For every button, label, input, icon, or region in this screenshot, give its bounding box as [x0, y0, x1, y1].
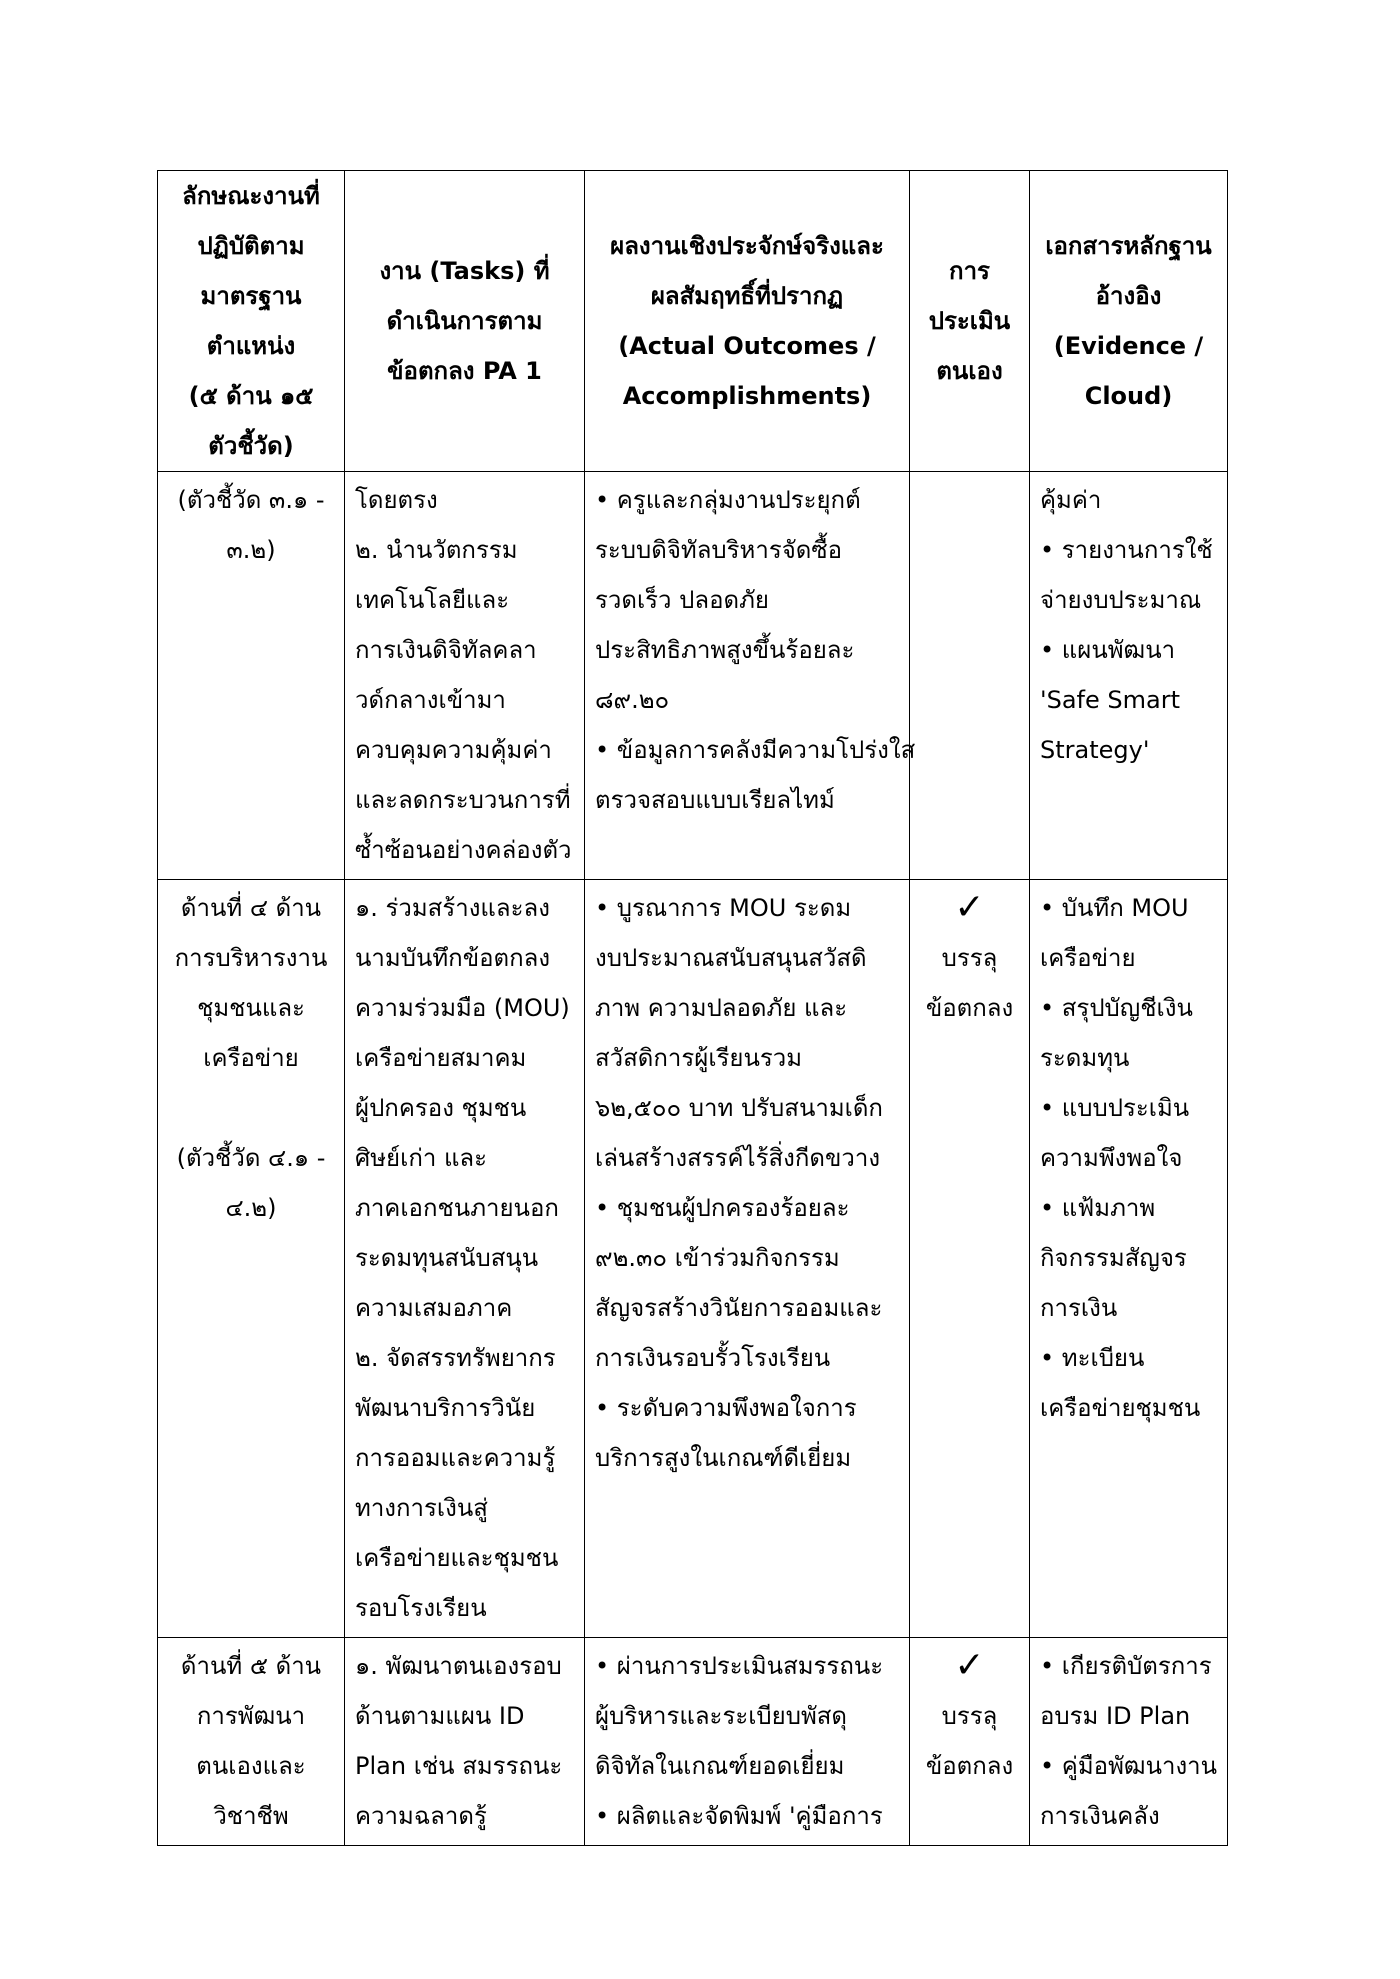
tasks-cell — [345, 1638, 585, 1846]
cell-text: วด์กลางเข้ามา — [355, 686, 506, 714]
cell-text: เล่นสร้างสรรค์ไร้สิ่งกีดขวาง — [595, 1144, 881, 1172]
header-text: ผลสัมฤทธิ์ที่ปรากฏ — [650, 282, 844, 310]
evidence-cell — [1030, 1638, 1228, 1846]
cell-text: เครือข่ายสมาคม — [355, 1044, 527, 1072]
header-text: เอกสารหลักฐาน — [1045, 232, 1212, 260]
cell-text: 'Safe Smart — [1040, 686, 1180, 714]
tasks-cell — [345, 472, 585, 880]
cell-text: ข้อตกลง — [925, 994, 1014, 1022]
cell-text: ๑. ร่วมสร้างและลง — [355, 894, 550, 922]
cell-text: • เกียรติบัตรการ — [1040, 1652, 1212, 1680]
table-row — [158, 880, 1228, 1638]
header-text: ตนเอง — [936, 357, 1003, 385]
cell-text: จ่ายงบประมาณ — [1040, 586, 1202, 614]
header-standard — [158, 171, 345, 472]
outcomes-cell — [585, 472, 916, 880]
header-text: ประเมิน — [928, 307, 1011, 335]
pa-table — [157, 170, 1228, 1846]
checkmark-icon: ✓ — [954, 887, 985, 928]
cell-text: • แบบประเมิน — [1040, 1094, 1190, 1122]
header-evidence — [1030, 171, 1228, 472]
cell-text: ด้านที่ ๕ ด้าน — [180, 1652, 322, 1680]
cell-text: การเงิน — [1040, 1294, 1118, 1322]
cell-text: • แผนพัฒนา — [1040, 636, 1176, 664]
cell-text: ด้านตามแผน ID — [355, 1702, 525, 1730]
cell-text: ๘๙.๒๐ — [595, 686, 670, 714]
header-text: ผลงานเชิงประจักษ์จริงและ — [610, 232, 884, 260]
cell-text: ภาพ ความปลอดภัย และ — [595, 994, 848, 1022]
cell-text: รวดเร็ว ปลอดภัย — [595, 586, 769, 614]
header-text: อ้างอิง — [1095, 282, 1162, 310]
cell-text: • คู่มือพัฒนางาน — [1040, 1752, 1218, 1780]
header-text: ดำเนินการตาม — [386, 307, 543, 335]
cell-text: ๖๒,๕๐๐ บาท ปรับสนามเด็ก — [595, 1094, 883, 1122]
standard-cell — [158, 472, 345, 880]
table-row — [158, 1638, 1228, 1846]
cell-text: • ข้อมูลการคลังมีความโปร่งใส — [595, 736, 916, 764]
cell-text: ๒. จัดสรรทรัพยากร — [355, 1344, 556, 1372]
cell-text: เครือข่าย — [203, 1044, 299, 1072]
header-text: การ — [949, 257, 990, 285]
checkmark-icon: ✓ — [954, 1645, 985, 1686]
cell-text: บริการสูงในเกณฑ์ดีเยี่ยม — [595, 1444, 852, 1472]
self-assessment-cell — [910, 472, 1030, 880]
outcomes-cell — [585, 1638, 910, 1846]
header-tasks — [345, 171, 585, 472]
cell-text: Plan เช่น สมรรถนะ — [355, 1752, 563, 1780]
header-self-assessment — [910, 171, 1030, 472]
cell-text: เทคโนโลยีและ — [355, 586, 510, 614]
header-text: (Actual Outcomes / — [618, 332, 876, 360]
self-assessment-cell — [910, 1638, 1030, 1846]
cell-text: • ผลิตและจัดพิมพ์ 'คู่มือการ — [595, 1802, 883, 1830]
standard-cell — [158, 1638, 345, 1846]
cell-text: ศิษย์เก่า และ — [355, 1144, 488, 1172]
cell-text: • ชุมชนผู้ปกครองร้อยละ — [595, 1194, 850, 1222]
cell-text: • แฟ้มภาพ — [1040, 1194, 1156, 1222]
header-text: ลักษณะงานที่ — [182, 182, 320, 210]
cell-text: ความพึงพอใจ — [1040, 1144, 1183, 1172]
header-text: ข้อตกลง PA 1 — [387, 357, 542, 385]
cell-text: การออมและความรู้ — [355, 1444, 556, 1472]
cell-text: ๔.๒) — [225, 1194, 277, 1222]
header-outcomes — [585, 171, 910, 472]
cell-text: นามบันทึกข้อตกลง — [355, 944, 551, 972]
header-text: ปฏิบัติตาม — [197, 232, 305, 260]
cell-text: • ระดับความพึงพอใจการ — [595, 1394, 857, 1422]
cell-text: การเงินรอบรั้วโรงเรียน — [595, 1344, 831, 1372]
cell-text: พัฒนาบริการวินัย — [355, 1394, 536, 1422]
header-text: Accomplishments) — [622, 382, 872, 410]
cell-text: การบริหารงาน — [174, 944, 328, 972]
cell-text: คุ้มค่า — [1040, 486, 1102, 514]
cell-text: ตรวจสอบแบบเรียลไทม์ — [595, 786, 835, 814]
cell-text: ความเสมอภาค — [355, 1294, 513, 1322]
header-text: งาน (Tasks) ที่ — [379, 257, 550, 285]
cell-text: ๒. นำนวัตกรรม — [355, 536, 518, 564]
header-text: (๕ ด้าน ๑๕ — [188, 382, 314, 410]
cell-text: การพัฒนา — [196, 1702, 306, 1730]
cell-text: การเงินดิจิทัลคลา — [355, 636, 537, 664]
cell-text: โดยตรง — [355, 486, 438, 514]
tasks-cell — [345, 880, 585, 1638]
header-text: (Evidence / — [1053, 332, 1204, 360]
cell-text: ความฉลาดรู้ — [355, 1802, 487, 1830]
cell-text: • บันทึก MOU — [1040, 894, 1189, 922]
cell-text: ๑. พัฒนาตนเองรอบ — [355, 1652, 562, 1680]
cell-text: ๙๒.๓๐ เข้าร่วมกิจกรรม — [595, 1244, 840, 1272]
header-row — [158, 171, 1228, 472]
cell-text: ข้อตกลง — [925, 1752, 1014, 1780]
cell-text: กิจกรรมสัญจร — [1040, 1244, 1187, 1272]
cell-text: (ตัวชี้วัด ๔.๑ - — [176, 1144, 326, 1172]
standard-cell — [158, 880, 345, 1638]
cell-text: ตนเองและ — [196, 1752, 306, 1780]
table-row — [158, 472, 1228, 880]
cell-text: • รายงานการใช้ — [1040, 536, 1213, 564]
cell-text: ระดมทุน — [1040, 1044, 1130, 1072]
header-text: ตัวชี้วัด) — [208, 432, 294, 460]
cell-text: ระดมทุนสนับสนุน — [355, 1244, 539, 1272]
cell-text: • ผ่านการประเมินสมรรถนะ — [595, 1652, 884, 1680]
cell-text: ๓.๒) — [226, 536, 276, 564]
cell-text: การเงินคลัง — [1040, 1802, 1160, 1830]
self-assessment-cell — [910, 880, 1030, 1638]
evidence-cell — [1030, 472, 1228, 880]
cell-text: สัญจรสร้างวินัยการออมและ — [595, 1294, 883, 1322]
cell-text: สวัสดิการผู้เรียนรวม — [595, 1044, 803, 1072]
cell-text: วิชาชีพ — [213, 1802, 289, 1830]
cell-text: (ตัวชี้วัด ๓.๑ - — [177, 486, 325, 514]
cell-text: • บูรณาการ MOU ระดม — [595, 894, 852, 922]
cell-text: ภาคเอกชนภายนอก — [355, 1194, 559, 1222]
cell-text: Strategy' — [1040, 736, 1150, 764]
cell-text: ความร่วมมือ (MOU) — [355, 994, 570, 1022]
header-text: ตำแหน่ง — [206, 332, 296, 360]
cell-text: ชุมชนและ — [197, 994, 305, 1022]
cell-text: เครือข่ายชุมชน — [1040, 1394, 1201, 1422]
cell-text: ระบบดิจิทัลบริหารจัดซื้อ — [595, 536, 843, 564]
cell-text: ประสิทธิภาพสูงขึ้นร้อยละ — [595, 636, 855, 664]
cell-text: ควบคุมความคุ้มค่า — [355, 736, 552, 764]
cell-text: • ทะเบียน — [1040, 1344, 1145, 1372]
cell-text: บรรลุ — [941, 1702, 998, 1730]
cell-text: เครือข่าย — [1040, 944, 1136, 972]
cell-text: รอบโรงเรียน — [355, 1594, 487, 1622]
cell-text: บรรลุ — [941, 944, 998, 972]
cell-text: • ครูและกลุ่มงานประยุกต์ — [595, 486, 861, 514]
cell-text: งบประมาณสนับสนุนสวัสดิ — [595, 944, 867, 972]
cell-text: อบรม ID Plan — [1040, 1702, 1191, 1730]
cell-text: ด้านที่ ๔ ด้าน — [180, 894, 322, 922]
cell-text: และลดกระบวนการที่ — [355, 786, 571, 814]
header-text: มาตรฐาน — [200, 282, 302, 310]
cell-text: เครือข่ายและชุมชน — [355, 1544, 559, 1572]
outcomes-cell — [585, 880, 910, 1638]
cell-text: ผู้บริหารและระเบียบพัสดุ — [595, 1702, 848, 1730]
evidence-cell — [1030, 880, 1228, 1638]
cell-text: ผู้ปกครอง ชุมชน — [355, 1094, 527, 1122]
cell-text: • สรุปบัญชีเงิน — [1040, 994, 1193, 1022]
header-text: Cloud) — [1084, 382, 1173, 410]
cell-text: ทางการเงินสู่ — [355, 1494, 488, 1522]
spacer — [168, 1083, 334, 1133]
cell-text: ดิจิทัลในเกณฑ์ยอดเยี่ยม — [595, 1752, 845, 1780]
cell-text: ซ้ำซ้อนอย่างคล่องตัว — [355, 836, 572, 864]
